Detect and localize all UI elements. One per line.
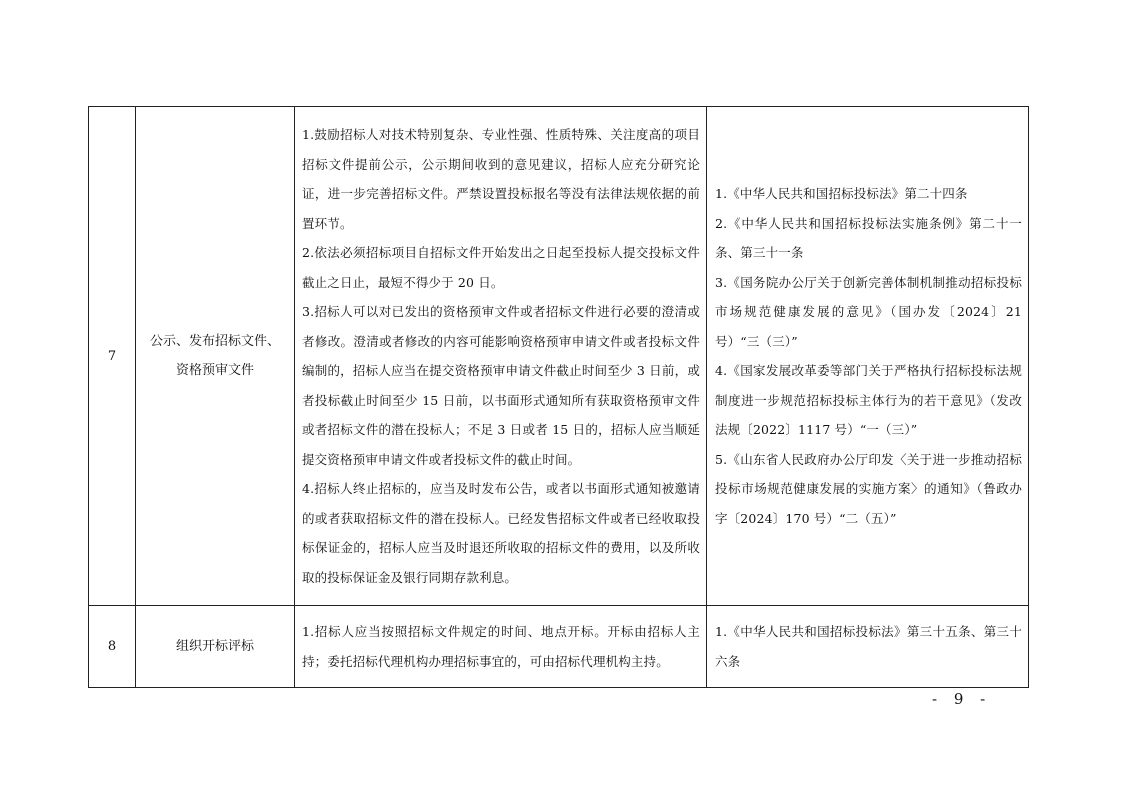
item-cell [136, 606, 295, 688]
regulation-table [88, 106, 1029, 688]
requirement-paragraph: 3.招标人可以对已发出的资格预审文件或者招标文件进行必要的澄清或者修改。澄清或者修改的内容可能影响资格预审申请文件或者投标文件编制的，招标人应当在提交资格预审申请文件截止时间至少 3 日前，或者投标截止时间至少 15 日前，以书面形式通知所有获取资格预审文件或者招标文件的潜在投标人；不足 3 日或者 15 日的，招标人应当顺延提交资格预审申请文件或者投标文件的截止时间。 [302, 304, 700, 467]
legal-basis-item: 5.《山东省人民政府办公厅印发〈关于进一步推动招标投标市场规范健康发展的实施方案〉的通知》（鲁政办字〔2024〕170 号）“二（五）” [715, 451, 1022, 526]
row-number-cell [89, 107, 136, 606]
legal-basis-cell [707, 606, 1029, 688]
item-cell [136, 107, 295, 606]
legal-basis-item: 1.《中华人民共和国招标投标法》第二十四条 [715, 186, 968, 201]
requirement-paragraph: 2.依法必须招标项目自招标文件开始发出之日起至投标人提交投标文件截止之日止，最短不得少于 20 日。 [302, 245, 700, 290]
row-number: 7 [107, 348, 117, 364]
legal-basis-item: 3.《国务院办公厅关于创新完善体制机制推动招标投标市场规范健康发展的意见》（国办发〔2024〕21 号）“三（三）” [715, 274, 1022, 349]
row-number: 8 [107, 639, 117, 654]
table-row [89, 606, 1029, 688]
table-row [89, 107, 1029, 606]
requirement-paragraph: 1.鼓励招标人对技术特别复杂、专业性强、性质特殊、关注度高的项目招标文件提前公示，公示期间收到的意见建议，招标人应充分研究论证，进一步完善招标文件。严禁设置投标报名等没有法律法规依据的前置环节。 [302, 127, 700, 231]
requirement-paragraph: 4.招标人终止招标的，应当及时发布公告，或者以书面形式通知被邀请的或者获取招标文件的潜在投标人。已经发售招标文件或者已经收取投标保证金的，招标人应当及时退还所收取的招标文件的费用，以及所收取的投标保证金及银行同期存款利息。 [302, 481, 700, 585]
row-number-cell [89, 606, 136, 688]
item-name-line: 组织开标评标 [175, 639, 254, 654]
legal-basis-item: 1.《中华人民共和国招标投标法》第三十五条、第三十六条 [715, 624, 1022, 669]
legal-basis-cell [707, 107, 1029, 606]
item-name-line: 资格预审文件 [175, 363, 254, 378]
requirements-cell [295, 107, 707, 606]
legal-basis-item: 4.《国家发展改革委等部门关于严格执行招标投标法规制度进一步规范招标投标主体行为的若干意见》（发改法规〔2022〕1117 号）“一（三）” [715, 363, 1022, 437]
requirement-paragraph: 1.招标人应当按照招标文件规定的时间、地点开标。开标由招标人主持；委托招标代理机构办理招标事宜的，可由招标代理机构主持。 [302, 624, 700, 669]
requirements-cell [295, 606, 707, 688]
legal-basis-item: 2.《中华人民共和国招标投标法实施条例》第二十一条、第三十一条 [715, 215, 1022, 260]
page-number: - 9 - [932, 690, 992, 708]
item-name-line: 公示、发布招标文件、 [149, 334, 280, 349]
